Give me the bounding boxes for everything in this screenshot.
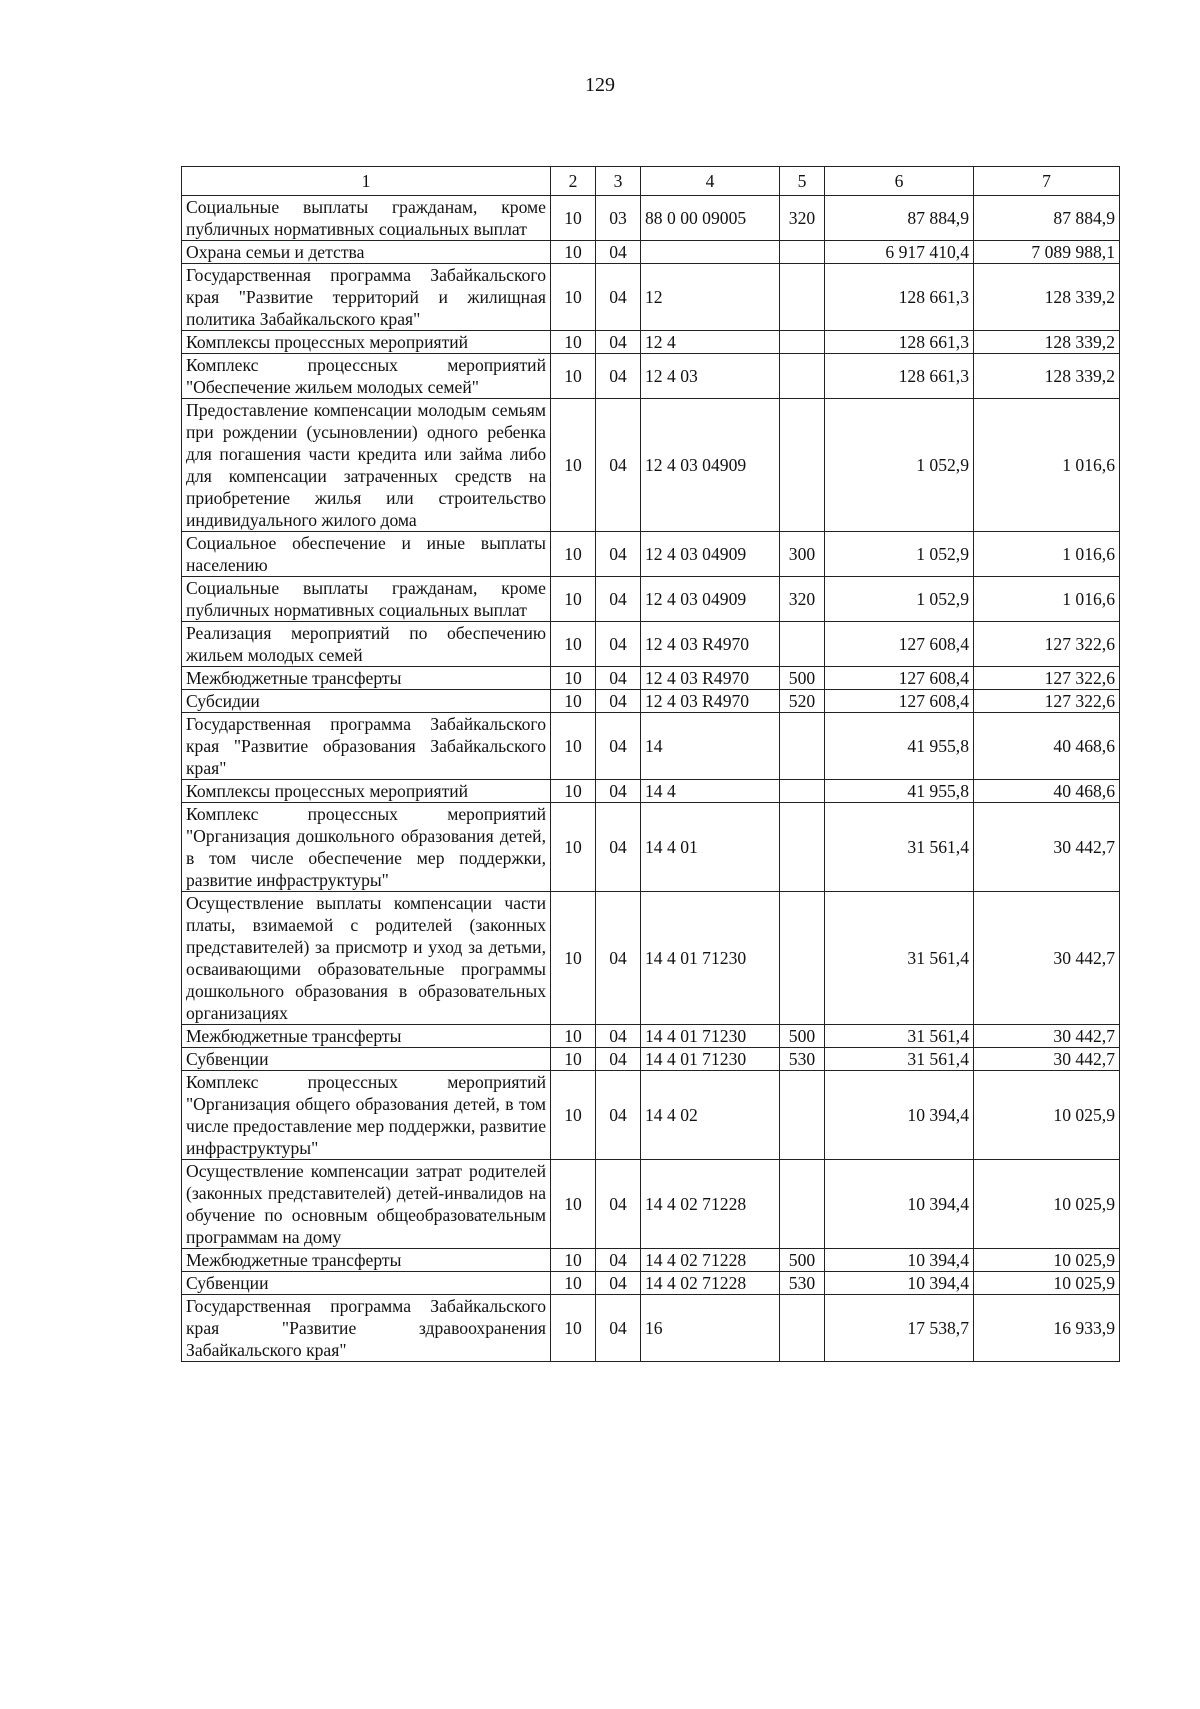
expense-type-cell: 530 <box>780 1048 825 1071</box>
amount-cell: 128 661,3 <box>825 264 974 331</box>
expense-type-cell <box>780 1160 825 1249</box>
item-name-cell: Предоставление компенсации молодым семьям при рождении (усыновлении) одного ребенка для погашения части кредита или займа либо для компенсации затраченных средств на приобретение жилья или строительство индивидуального жилого дома <box>182 399 551 532</box>
amount-cell: 128 339,2 <box>974 264 1120 331</box>
expense-type-cell: 320 <box>780 577 825 622</box>
subsection-code-cell: 04 <box>596 331 641 354</box>
item-name-cell: Субвенции <box>182 1272 551 1295</box>
subsection-code-cell: 04 <box>596 780 641 803</box>
subsection-code-cell: 04 <box>596 1160 641 1249</box>
amount-cell: 10 025,9 <box>974 1249 1120 1272</box>
amount-cell: 10 025,9 <box>974 1071 1120 1160</box>
subsection-code-cell: 04 <box>596 803 641 892</box>
amount-cell: 10 394,4 <box>825 1249 974 1272</box>
table-row <box>182 1025 1120 1048</box>
amount-cell: 1 052,9 <box>825 577 974 622</box>
amount-cell: 31 561,4 <box>825 1025 974 1048</box>
section-code-cell: 10 <box>551 690 596 713</box>
expense-type-cell <box>780 622 825 667</box>
table-body <box>182 167 1120 1362</box>
amount-cell: 40 468,6 <box>974 780 1120 803</box>
amount-cell: 1 052,9 <box>825 532 974 577</box>
section-code-cell: 10 <box>551 264 596 331</box>
amount-cell: 6 917 410,4 <box>825 241 974 264</box>
table-row <box>182 713 1120 780</box>
header-cell: 4 <box>641 167 780 196</box>
header-cell: 3 <box>596 167 641 196</box>
target-article-cell: 14 4 01 71230 <box>641 1025 780 1048</box>
item-name-cell: Социальное обеспечение и иные выплаты населению <box>182 532 551 577</box>
table-row <box>182 331 1120 354</box>
item-name-cell: Комплексы процессных мероприятий <box>182 780 551 803</box>
header-cell: 6 <box>825 167 974 196</box>
amount-cell: 41 955,8 <box>825 780 974 803</box>
table-row <box>182 1048 1120 1071</box>
target-article-cell: 12 <box>641 264 780 331</box>
expense-type-cell <box>780 803 825 892</box>
subsection-code-cell: 04 <box>596 1249 641 1272</box>
amount-cell: 31 561,4 <box>825 803 974 892</box>
expense-type-cell: 500 <box>780 1249 825 1272</box>
subsection-code-cell: 04 <box>596 1048 641 1071</box>
expense-type-cell: 300 <box>780 532 825 577</box>
target-article-cell: 14 4 01 71230 <box>641 892 780 1025</box>
item-name-cell: Межбюджетные трансферты <box>182 1025 551 1048</box>
subsection-code-cell: 04 <box>596 892 641 1025</box>
item-name-cell: Социальные выплаты гражданам, кроме публичных нормативных социальных выплат <box>182 196 551 241</box>
header-cell: 7 <box>974 167 1120 196</box>
target-article-cell: 14 4 <box>641 780 780 803</box>
amount-cell: 16 933,9 <box>974 1295 1120 1362</box>
section-code-cell: 10 <box>551 196 596 241</box>
subsection-code-cell: 04 <box>596 577 641 622</box>
target-article-cell: 12 4 03 R4970 <box>641 690 780 713</box>
amount-cell: 1 052,9 <box>825 399 974 532</box>
section-code-cell: 10 <box>551 803 596 892</box>
expense-type-cell <box>780 241 825 264</box>
amount-cell: 127 608,4 <box>825 690 974 713</box>
amount-cell: 10 394,4 <box>825 1160 974 1249</box>
amount-cell: 128 339,2 <box>974 331 1120 354</box>
item-name-cell: Межбюджетные трансферты <box>182 667 551 690</box>
section-code-cell: 10 <box>551 354 596 399</box>
section-code-cell: 10 <box>551 622 596 667</box>
amount-cell: 30 442,7 <box>974 892 1120 1025</box>
amount-cell: 127 322,6 <box>974 690 1120 713</box>
section-code-cell: 10 <box>551 331 596 354</box>
amount-cell: 128 661,3 <box>825 331 974 354</box>
section-code-cell: 10 <box>551 1071 596 1160</box>
budget-table <box>181 166 1120 1362</box>
subsection-code-cell: 04 <box>596 1272 641 1295</box>
subsection-code-cell: 04 <box>596 241 641 264</box>
expense-type-cell: 520 <box>780 690 825 713</box>
amount-cell: 128 339,2 <box>974 354 1120 399</box>
table-row <box>182 780 1120 803</box>
table-row <box>182 622 1120 667</box>
amount-cell: 40 468,6 <box>974 713 1120 780</box>
item-name-cell: Осуществление выплаты компенсации части платы, взимаемой с родителей (законных представителей) за присмотр и уход за детьми, осваивающими образовательные программы дошкольного образования в образовательных организациях <box>182 892 551 1025</box>
table-row <box>182 196 1120 241</box>
amount-cell: 17 538,7 <box>825 1295 974 1362</box>
amount-cell: 87 884,9 <box>974 196 1120 241</box>
table-row <box>182 803 1120 892</box>
expense-type-cell <box>780 1071 825 1160</box>
expense-type-cell: 320 <box>780 196 825 241</box>
expense-type-cell <box>780 331 825 354</box>
table-row <box>182 1249 1120 1272</box>
item-name-cell: Комплексы процессных мероприятий <box>182 331 551 354</box>
table-row <box>182 354 1120 399</box>
subsection-code-cell: 04 <box>596 690 641 713</box>
expense-type-cell <box>780 780 825 803</box>
amount-cell: 10 025,9 <box>974 1272 1120 1295</box>
subsection-code-cell: 04 <box>596 713 641 780</box>
table-row <box>182 577 1120 622</box>
expense-type-cell <box>780 713 825 780</box>
expense-type-cell <box>780 354 825 399</box>
table-row <box>182 1295 1120 1362</box>
target-article-cell: 14 4 01 <box>641 803 780 892</box>
expense-type-cell <box>780 1295 825 1362</box>
subsection-code-cell: 04 <box>596 667 641 690</box>
amount-cell: 128 661,3 <box>825 354 974 399</box>
section-code-cell: 10 <box>551 713 596 780</box>
section-code-cell: 10 <box>551 1160 596 1249</box>
amount-cell: 1 016,6 <box>974 577 1120 622</box>
amount-cell: 87 884,9 <box>825 196 974 241</box>
header-cell: 5 <box>780 167 825 196</box>
section-code-cell: 10 <box>551 667 596 690</box>
subsection-code-cell: 04 <box>596 399 641 532</box>
item-name-cell: Государственная программа Забайкальского края "Развитие образования Забайкальского края" <box>182 713 551 780</box>
target-article-cell: 14 4 02 71228 <box>641 1249 780 1272</box>
amount-cell: 10 394,4 <box>825 1071 974 1160</box>
amount-cell: 1 016,6 <box>974 399 1120 532</box>
amount-cell: 30 442,7 <box>974 1025 1120 1048</box>
section-code-cell: 10 <box>551 1249 596 1272</box>
subsection-code-cell: 04 <box>596 1025 641 1048</box>
section-code-cell: 10 <box>551 1295 596 1362</box>
table-row <box>182 1071 1120 1160</box>
amount-cell: 127 608,4 <box>825 622 974 667</box>
item-name-cell: Охрана семьи и детства <box>182 241 551 264</box>
table-row <box>182 532 1120 577</box>
item-name-cell: Субсидии <box>182 690 551 713</box>
target-article-cell: 14 <box>641 713 780 780</box>
amount-cell: 30 442,7 <box>974 1048 1120 1071</box>
amount-cell: 127 608,4 <box>825 667 974 690</box>
item-name-cell: Реализация мероприятий по обеспечению жильем молодых семей <box>182 622 551 667</box>
expense-type-cell: 500 <box>780 667 825 690</box>
amount-cell: 127 322,6 <box>974 622 1120 667</box>
amount-cell: 30 442,7 <box>974 803 1120 892</box>
section-code-cell: 10 <box>551 780 596 803</box>
target-article-cell: 14 4 02 <box>641 1071 780 1160</box>
expense-type-cell <box>780 892 825 1025</box>
section-code-cell: 10 <box>551 241 596 264</box>
subsection-code-cell: 03 <box>596 196 641 241</box>
target-article-cell: 12 4 03 04909 <box>641 399 780 532</box>
target-article-cell: 12 4 <box>641 331 780 354</box>
item-name-cell: Комплекс процессных мероприятий "Организация дошкольного образования детей, в том числе обеспечение мер поддержки, развитие инфраструктуры" <box>182 803 551 892</box>
section-code-cell: 10 <box>551 892 596 1025</box>
amount-cell: 1 016,6 <box>974 532 1120 577</box>
table-row <box>182 667 1120 690</box>
header-cell: 1 <box>182 167 551 196</box>
expense-type-cell <box>780 399 825 532</box>
subsection-code-cell: 04 <box>596 1295 641 1362</box>
subsection-code-cell: 04 <box>596 264 641 331</box>
item-name-cell: Осуществление компенсации затрат родителей (законных представителей) детей-инвалидов на обучение по основным общеобразовательным программам на дому <box>182 1160 551 1249</box>
item-name-cell: Государственная программа Забайкальского края "Развитие здравоохранения Забайкальского края" <box>182 1295 551 1362</box>
section-code-cell: 10 <box>551 1025 596 1048</box>
table-row <box>182 1160 1120 1249</box>
item-name-cell: Государственная программа Забайкальского края "Развитие территорий и жилищная политика Забайкальского края" <box>182 264 551 331</box>
section-code-cell: 10 <box>551 577 596 622</box>
table-header-row <box>182 167 1120 196</box>
section-code-cell: 10 <box>551 532 596 577</box>
table-row <box>182 399 1120 532</box>
subsection-code-cell: 04 <box>596 354 641 399</box>
table-row <box>182 1272 1120 1295</box>
amount-cell: 41 955,8 <box>825 713 974 780</box>
target-article-cell: 12 4 03 R4970 <box>641 667 780 690</box>
expense-type-cell: 500 <box>780 1025 825 1048</box>
target-article-cell: 12 4 03 <box>641 354 780 399</box>
item-name-cell: Социальные выплаты гражданам, кроме публичных нормативных социальных выплат <box>182 577 551 622</box>
expense-type-cell <box>780 264 825 331</box>
amount-cell: 10 394,4 <box>825 1272 974 1295</box>
subsection-code-cell: 04 <box>596 622 641 667</box>
amount-cell: 31 561,4 <box>825 892 974 1025</box>
amount-cell: 127 322,6 <box>974 667 1120 690</box>
subsection-code-cell: 04 <box>596 532 641 577</box>
target-article-cell: 14 4 01 71230 <box>641 1048 780 1071</box>
target-article-cell: 88 0 00 09005 <box>641 196 780 241</box>
section-code-cell: 10 <box>551 1048 596 1071</box>
target-article-cell: 12 4 03 04909 <box>641 577 780 622</box>
target-article-cell: 14 4 02 71228 <box>641 1272 780 1295</box>
target-article-cell: 12 4 03 04909 <box>641 532 780 577</box>
table-row <box>182 241 1120 264</box>
header-cell: 2 <box>551 167 596 196</box>
table-row <box>182 264 1120 331</box>
amount-cell: 7 089 988,1 <box>974 241 1120 264</box>
expense-type-cell: 530 <box>780 1272 825 1295</box>
section-code-cell: 10 <box>551 399 596 532</box>
amount-cell: 10 025,9 <box>974 1160 1120 1249</box>
item-name-cell: Комплекс процессных мероприятий "Организация общего образования детей, в том числе предоставление мер поддержки, развитие инфраструктуры" <box>182 1071 551 1160</box>
table-row <box>182 690 1120 713</box>
amount-cell: 31 561,4 <box>825 1048 974 1071</box>
item-name-cell: Межбюджетные трансферты <box>182 1249 551 1272</box>
target-article-cell: 12 4 03 R4970 <box>641 622 780 667</box>
target-article-cell: 16 <box>641 1295 780 1362</box>
page-number: 129 <box>585 74 615 96</box>
subsection-code-cell: 04 <box>596 1071 641 1160</box>
table-row <box>182 892 1120 1025</box>
target-article-cell: 14 4 02 71228 <box>641 1160 780 1249</box>
target-article-cell <box>641 241 780 264</box>
item-name-cell: Субвенции <box>182 1048 551 1071</box>
item-name-cell: Комплекс процессных мероприятий "Обеспечение жильем молодых семей" <box>182 354 551 399</box>
section-code-cell: 10 <box>551 1272 596 1295</box>
